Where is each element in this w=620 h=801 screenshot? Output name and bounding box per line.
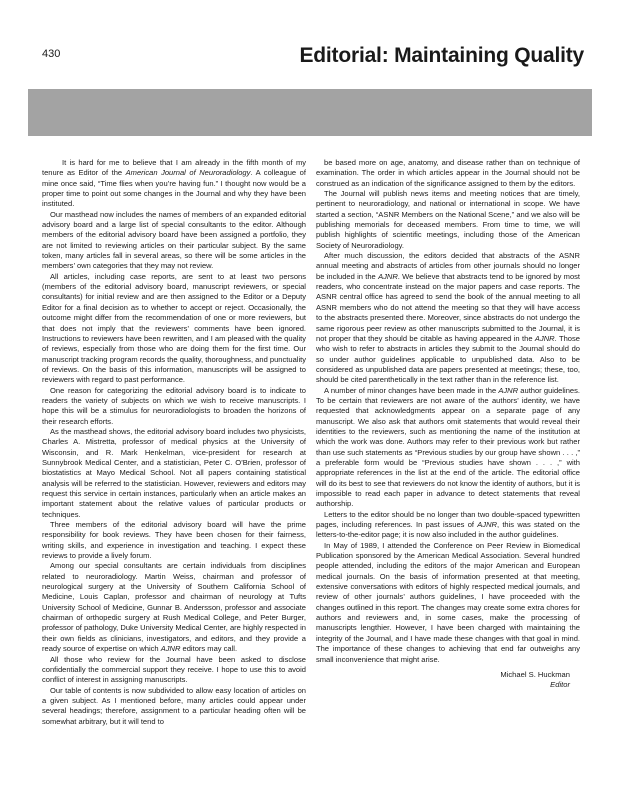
text-run: Among our special consultants are certain individuals from disciplines related to neuroradiology. Martin Weiss, chairman and professor of neurological surgery at the University of Southern California School of Medicine, Louis Caplan, professor and chairman of neurology at Tufts University School of Medicine, Gunnar B. Andersson, professor and associate chairman of orthopedic surgery at Rush Medical College, and Peter Burger, professor of pathology, Duke University Medical Center, are highly respected in their own fields as clinicians, investigators, and editors, and they provide a ready source of expertise on which	[42, 561, 306, 654]
text-run: Letters to the editor should be no longer than two double-spaced typewritten pages, including references. In past issues of	[316, 509, 580, 530]
page-number: 430	[42, 48, 61, 60]
text-run: All articles, including case reports, are sent to at least two persons (members of the editorial advisory board, manuscript reviewers, or special consultants) for initial review and are then assigned to the Editor or a Deputy Editor for a final decision as to whether to accept or reject. Occasionally, the outcome might differ from the recommendation of one or more reviewers, but that does not imply that the reviewers’ comments have been ignored. Instructions to reviewers have been rewritten, and I am pleased with the quality of reviews, especially from those who are doing them for the first time. Our manuscript tracking program records the quality, thoroughness, and punctuality of reviews. On the basis of this information, manuscripts will be assigned to reviewers with regard to past performance.	[42, 271, 306, 385]
text-run: . We believe that abstracts tend to be ignored by most readers, who concentrate instead on the major papers and case reports. The ASNR central office has agreed to send the book of the annual meeting to all ASNR members who do not attend the meeting so that they will have access to the abstracts presented there. Moreover, since abstracts do not undergo the same rigorous peer review as other manuscripts submitted to the Journal, it is not proper that they should be citable as having appeared in the	[316, 271, 581, 343]
text-run: author guidelines. To be certain that reviewers are not aware of the authors’ identity, we have requested that acknowledgments appear on a separate page of any manuscript. We also ask that authors omit statements that would reveal their identities to the reviewers, such as mentioning the name of the institution at which the work was done. Authors may refer to their previous work but rather than use such statements as “Previous studies by our group have shown . . . ,” a preferable form would be “Previous studies have shown . . . ,” with appropriate references in the list at the end of the article. The editorial office will do its best to see that reviewers do not know the identity of authors, but it is impossible to read each paper in advance to detect statements that reveal authorship.	[316, 385, 580, 509]
italic-text: American Journal of Neuroradiology	[125, 168, 251, 178]
signature-role: Editor	[550, 679, 570, 689]
signature-name: Michael S. Huckman	[500, 669, 570, 679]
text-run: All those who review for the Journal have been asked to disclose confidentially the commercial support they receive. I hope to use this to avoid conflict of interest in assigning manuscripts.	[42, 654, 306, 685]
text-run: . A colleague of mine once said, “Time flies when you’re having fun.” I thought now would be a proper time to point out some changes in the Journal and why they have been instituted.	[42, 168, 306, 209]
text-run: It is hard for me to believe that I am already in the fifth month of my tenure as Editor of the	[42, 158, 306, 178]
italic-text: AJNR	[498, 385, 519, 395]
text-run: As the masthead shows, the editorial advisory board includes two physicists, Charles A. Mistretta, professor of medical physics at the University of Wisconsin, and R. Mark Henkelman, vice-president for research at Sunnybrook Medical Center, and a statistician, Peter C. O’Brien, professor of biostatistics at Mayo Medical School. Not all papers containing statistical analysis will be referred to the statistician. However, reviewers and editors may request this service in certain instances, particularly when an article makes an important statement about the relative values of particular products or techniques.	[42, 426, 306, 519]
page-title: Editorial: Maintaining Quality	[299, 44, 584, 67]
header-band	[28, 89, 592, 136]
paragraph	[42, 158, 306, 210]
paragraph	[42, 655, 306, 686]
text-run: be based more on age, anatomy, and disease rather than on technique of examination. The order in which articles appear in the Journal should not be construed as an indication of the significance assigned to them by the editors.	[316, 158, 580, 188]
text-run: editors may call.	[180, 644, 238, 654]
signature	[316, 670, 580, 690]
text-run: Our table of contents is now subdivided to allow easy location of articles on a given subject. As I mentioned before, many articles could appear under several headings; therefore, assignment to a particular heading often will be somewhat arbitrary, but it will tend to	[42, 685, 306, 726]
paragraph	[42, 210, 306, 272]
paragraph	[316, 158, 580, 189]
text-run: The Journal will publish news items and meeting notices that are timely, pertinent to neuroradiology, and national or international in scope. We have started a section, “ASNR Members on the National Scene,” and we also will be publishing memorials for deceased members. From time to time, we will publish highlights of scientific meetings, including those of the American Society of Neuroradiology.	[316, 189, 580, 250]
paragraph	[42, 427, 306, 520]
paragraph	[42, 561, 306, 654]
paragraph	[316, 510, 580, 541]
text-run: In May of 1989, I attended the Conference on Peer Review in Biomedical Publication sponsored by the American Medical Association. Several hundred people attended, including the editors of the major American and European medical journals. On the basis of information presented at that meeting, extensive conversations with editors of highly respected medical journals, and review of other journals’ authors guidelines, I have proceeded with the changes outlined in this report. The changes may create some extra chores for authors and reviewers and, in some cases, make the processing of manuscripts lengthier. However, I have been charged with maintaining the integrity of the Journal, and I have made these changes with that goal in mind. The importance of these changes to achieving that end far outweighs any small inconvenience that might arise.	[316, 540, 580, 664]
text-run: . Those who wish to refer to abstracts in articles they submit to the Journal should do so under author guidelines applicable to unpublished data. Also to be considered as unpublished data are papers presented at meetings; these, too, should be cited parenthetically in the text rather than in the reference list.	[316, 333, 580, 385]
text-run: Our masthead now includes the names of members of an expanded editorial advisory board and a large list of special consultants to the editor. Although members of the editorial advisory board have been assigned a portfolio, they are not limited to reviewing articles on their particular subject. By the same token, many articles fall in several areas, so there will be some articles in the members’ own categories that they may not review.	[42, 209, 306, 271]
left-column	[42, 158, 306, 727]
paragraph	[42, 386, 306, 427]
paragraph	[42, 272, 306, 386]
text-run: Three members of the editorial advisory board will have the prime responsibility for book reviews. They have been chosen for their fairness, writing skills, and experience in investigation and teaching. I expect these reviews to provide a lively forum.	[42, 520, 306, 561]
paragraph	[316, 189, 580, 251]
text-run: After much discussion, the editors decided that abstracts of the ASNR annual meeting and abstracts of articles from other journals should no longer be included in the	[316, 251, 580, 281]
italic-text: AJNR	[160, 644, 181, 654]
text-run: One reason for categorizing the editorial advisory board is to indicate to readers the variety of subjects on which we wish to receive manuscripts. I hope this will be a stimulus for neuroradiologists to broaden the horizons of their research efforts.	[42, 385, 306, 426]
paragraph	[42, 520, 306, 561]
italic-text: AJNR	[477, 520, 497, 530]
paragraph	[42, 686, 306, 727]
text-run: , this was stated on the letters-to-the-editor page; it is now also included in the author guidelines.	[316, 520, 580, 540]
paragraph	[316, 541, 580, 665]
paragraph	[316, 386, 580, 510]
paragraph	[316, 251, 580, 385]
italic-text: AJNR	[378, 271, 398, 281]
text-run: A number of minor changes have been made in the	[324, 385, 499, 395]
italic-text: AJNR	[534, 333, 555, 343]
right-column	[316, 158, 580, 690]
